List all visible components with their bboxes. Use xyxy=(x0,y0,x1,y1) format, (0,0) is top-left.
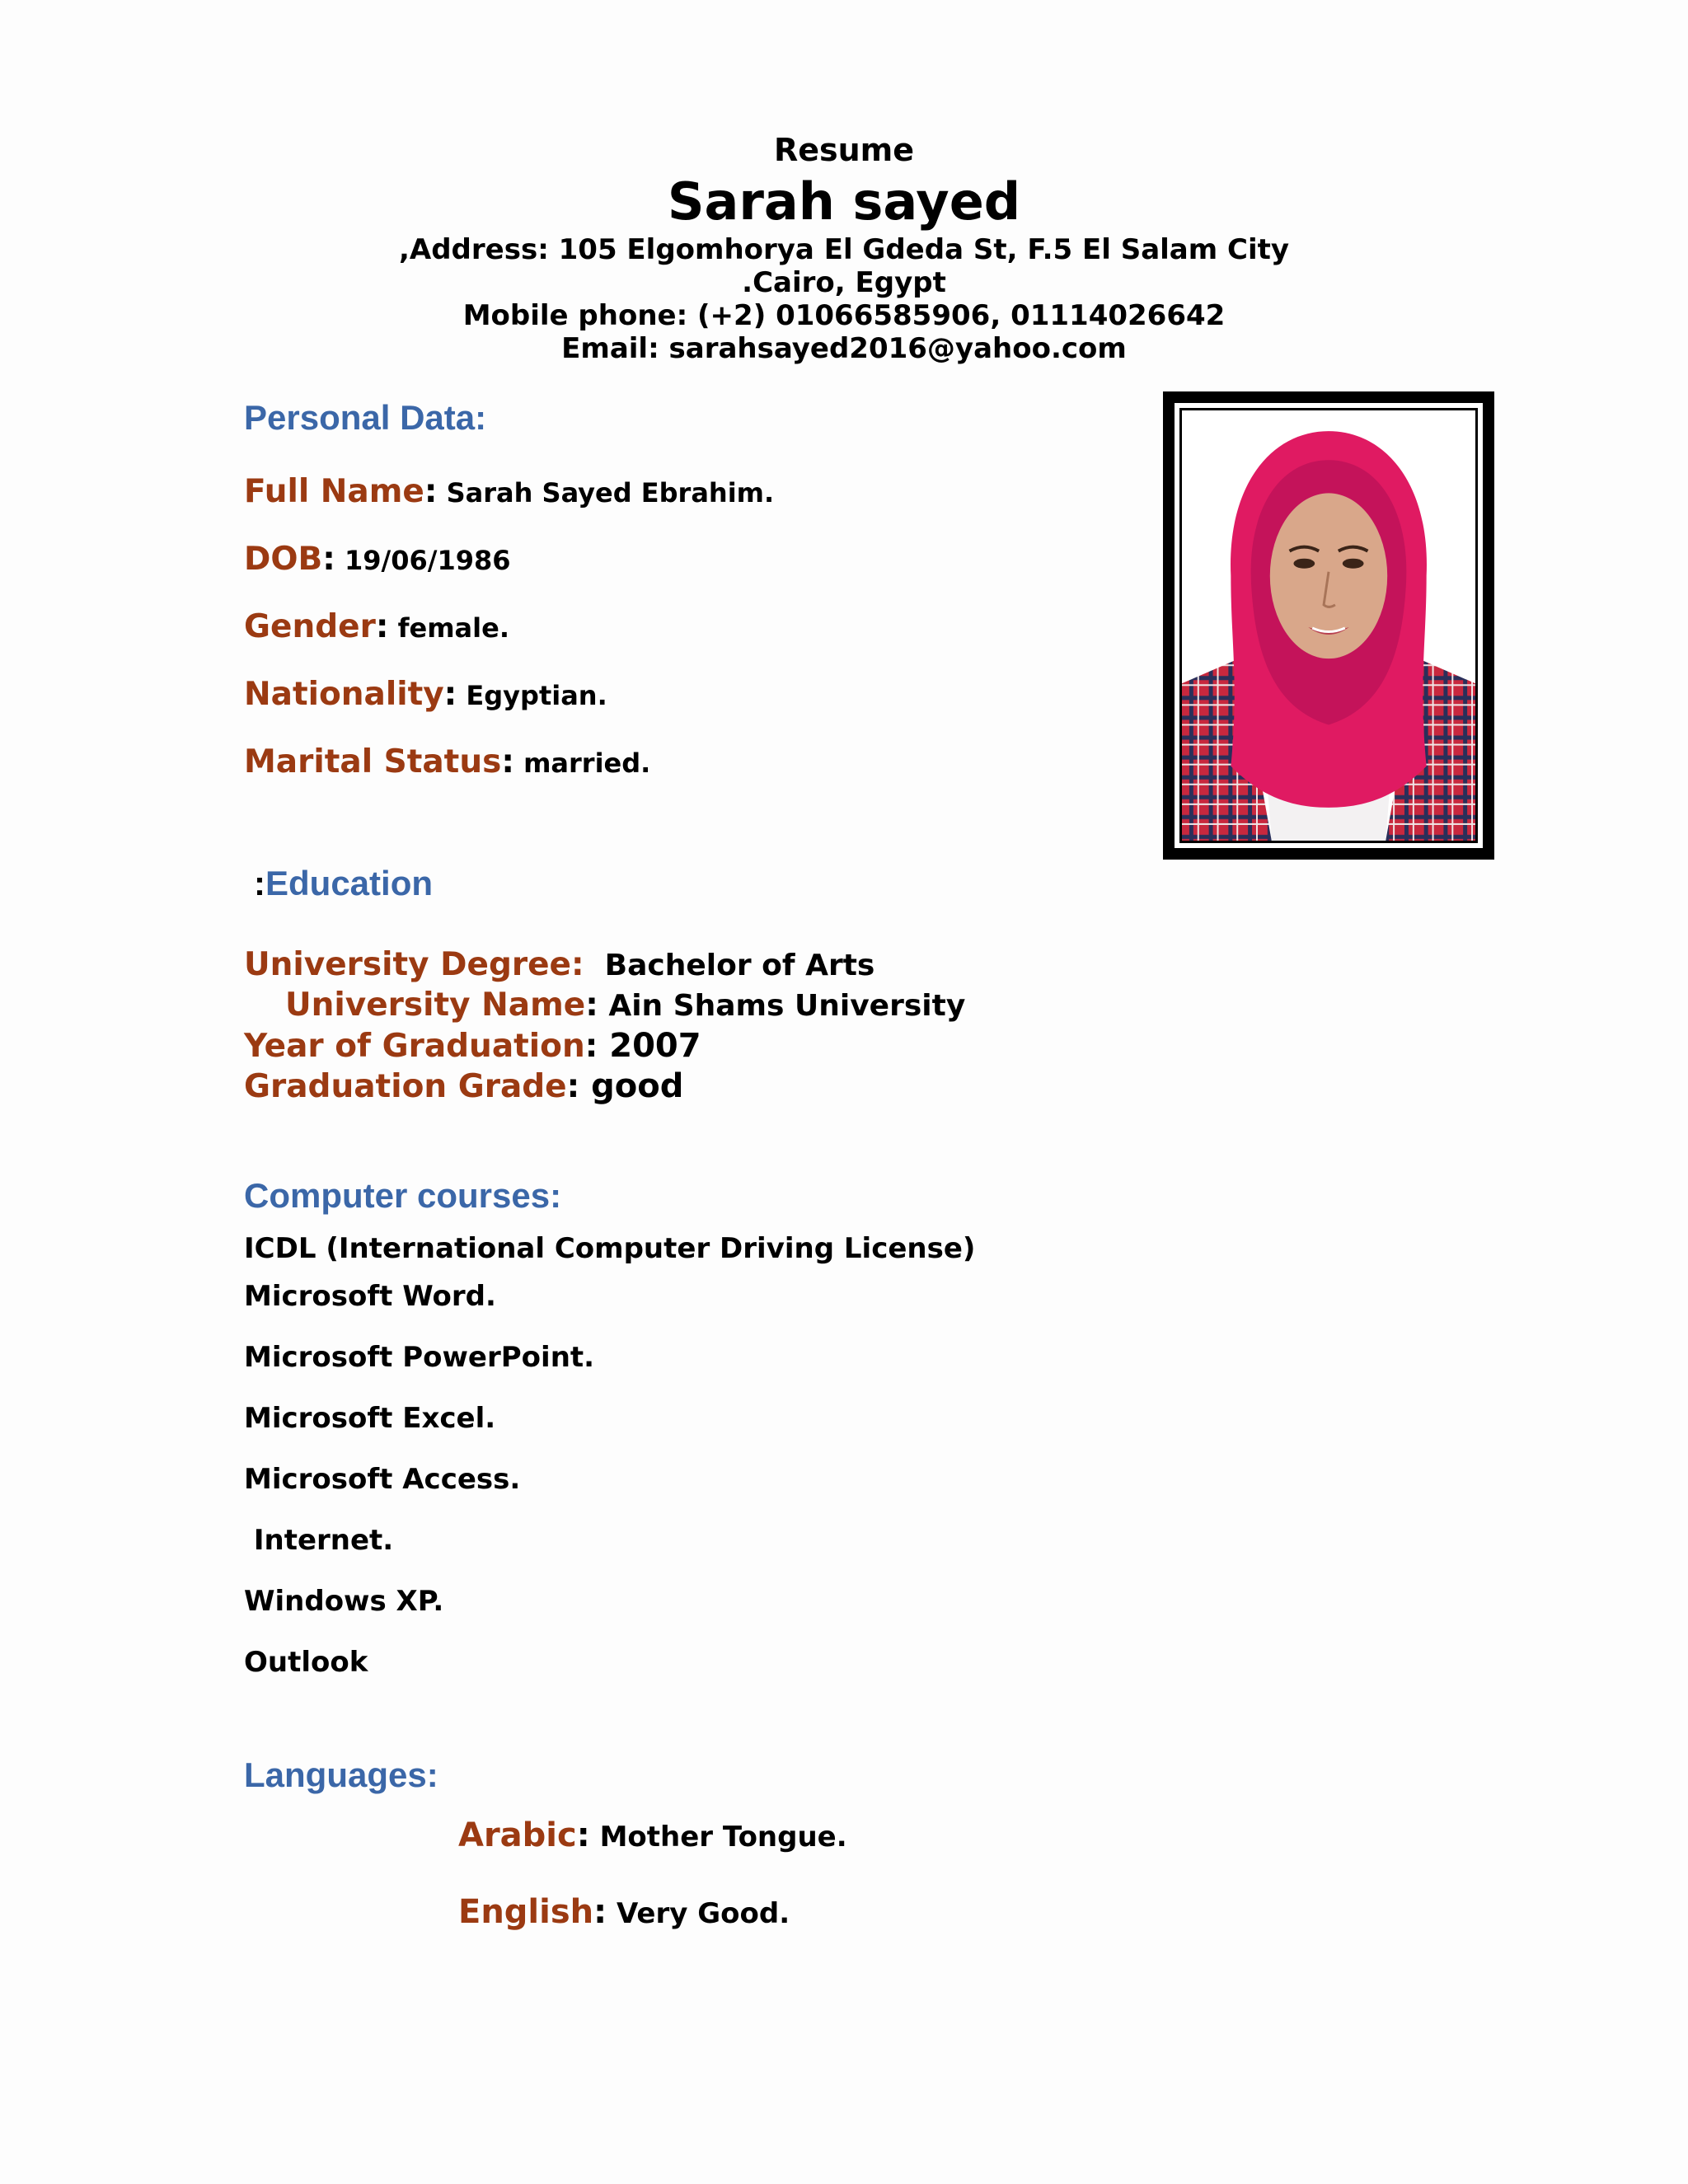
field-value: Sarah Sayed Ebrahim. xyxy=(437,477,775,509)
course-item: Microsoft Excel. xyxy=(244,1402,496,1435)
field-label: Marital Status xyxy=(244,743,502,780)
portrait-image xyxy=(1182,410,1475,841)
address-line: ‏,Address: 105 Elgomhorya El Gdeda St, F.5 El Salam City xyxy=(398,233,1290,266)
field-value: 19/06/1986 xyxy=(335,545,511,576)
course-item: Microsoft PowerPoint. xyxy=(244,1341,595,1374)
field-value: Bachelor of Arts xyxy=(584,949,875,982)
field-label: University Degree: xyxy=(244,946,584,983)
field-label: Gender xyxy=(244,608,376,645)
field-university-name: University Name: Ain Shams University xyxy=(285,987,966,1024)
field-year-of-graduation: Year of Graduation: 2007 xyxy=(244,1027,701,1065)
course-item: ICDL (International Computer Driving License) xyxy=(244,1232,976,1265)
education-title-prefix: : xyxy=(254,864,265,902)
email-line: Email: sarahsayed2016@yahoo.com xyxy=(561,332,1127,365)
language-english: English: Very Good. xyxy=(458,1893,790,1931)
field-value: Ain Shams University xyxy=(598,989,966,1023)
field-label: University Name xyxy=(285,987,586,1024)
field-label: DOB xyxy=(244,541,323,578)
field-university-degree xyxy=(244,946,874,983)
field-label: Full Name xyxy=(244,473,424,510)
education-title xyxy=(244,864,433,903)
field-marital-status: Marital Status: married. xyxy=(244,743,651,780)
field-nationality: Nationality: Egyptian. xyxy=(244,676,607,713)
education-title-text: Education xyxy=(265,864,434,902)
document-label: Resume xyxy=(773,132,915,168)
computer-courses-title: Computer courses: xyxy=(244,1176,562,1215)
field-label: Year of Graduation xyxy=(244,1028,585,1065)
field-full-name: Full Name: Sarah Sayed Ebrahim. xyxy=(244,473,775,510)
language-label: Arabic xyxy=(458,1816,577,1854)
personal-data-title: Personal Data: xyxy=(244,398,487,437)
field-label: Nationality xyxy=(244,676,444,713)
profile-photo xyxy=(1163,391,1494,860)
course-item: Outlook xyxy=(244,1646,368,1679)
field-value: Egyptian. xyxy=(457,680,607,711)
languages-title: Languages: xyxy=(244,1755,438,1794)
language-label: English xyxy=(458,1893,594,1931)
language-value: Mother Tongue. xyxy=(589,1821,847,1854)
course-item: Microsoft Word. xyxy=(244,1280,496,1313)
course-item: Microsoft Access. xyxy=(244,1463,521,1496)
field-value: 2007 xyxy=(598,1027,701,1065)
course-item: Internet. xyxy=(244,1524,394,1557)
field-value: married. xyxy=(513,748,651,779)
course-item: Windows XP. xyxy=(244,1585,444,1618)
language-value: Very Good. xyxy=(607,1897,790,1930)
candidate-name: Sarah sayed xyxy=(667,171,1021,232)
field-label: Graduation Grade xyxy=(244,1068,567,1105)
city-line: .Cairo, Egypt xyxy=(742,266,946,299)
field-dob: DOB: 19/06/1986 xyxy=(244,541,511,578)
field-graduation-grade: Graduation Grade: good xyxy=(244,1067,684,1105)
phone-line: Mobile phone: (+2) 01066585906, 01114026642 xyxy=(462,299,1226,332)
field-gender: Gender: female. xyxy=(244,608,509,645)
language-arabic: Arabic: Mother Tongue. xyxy=(458,1816,847,1854)
field-value: female. xyxy=(388,612,509,644)
field-value: good xyxy=(579,1067,684,1105)
